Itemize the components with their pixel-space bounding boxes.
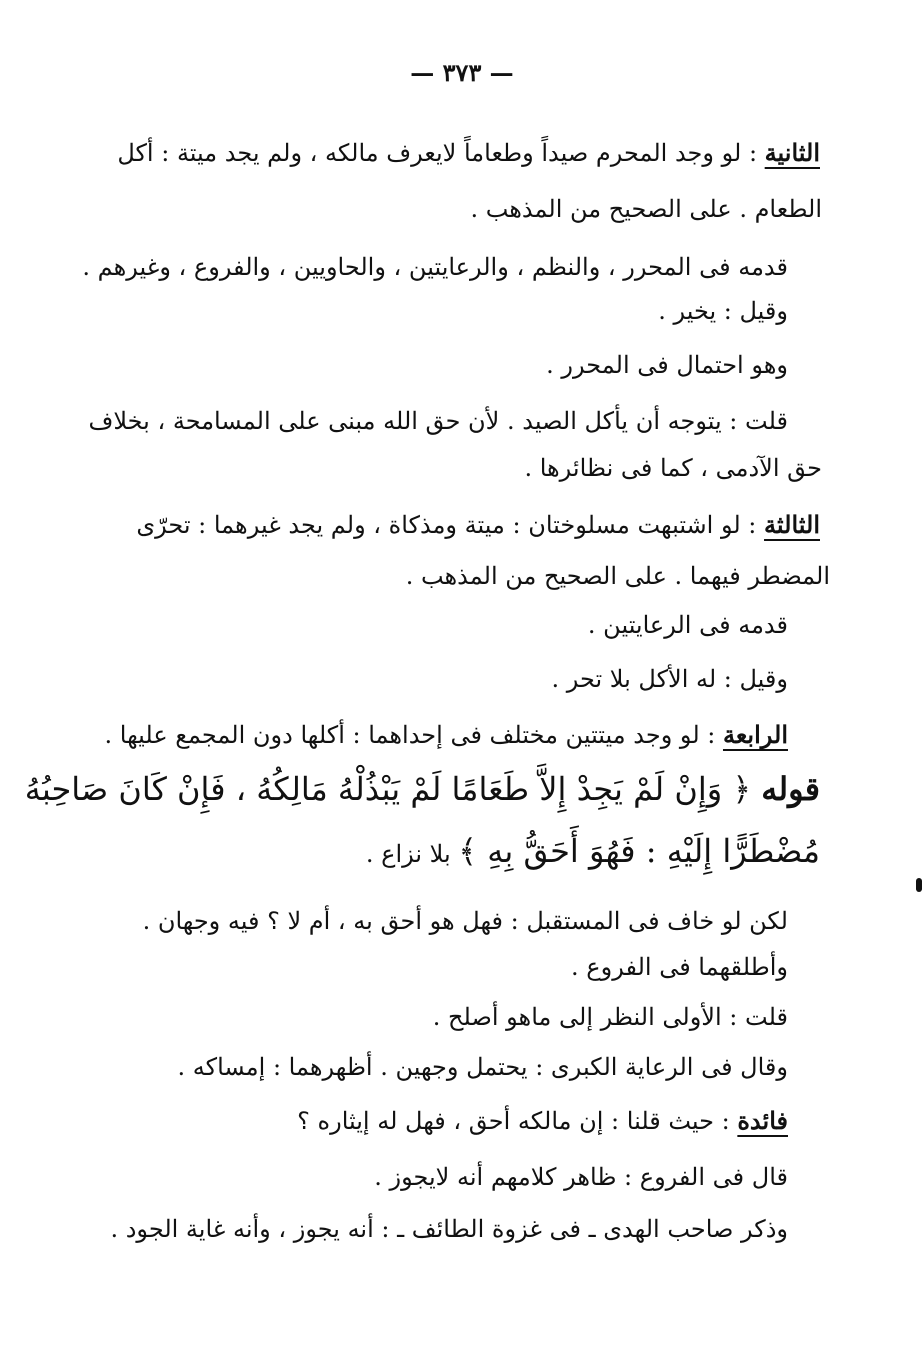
text-line: قال فى الفروع : ظاهر كلامهم أنه لايجوز . bbox=[374, 1163, 788, 1191]
section-label: الرابعة bbox=[722, 720, 788, 749]
text-line: المضطر فيهما . على الصحيح من المذهب . bbox=[405, 562, 830, 590]
line-text: : لو وجد ميتتين مختلف فى إحداهما : أكلها دون المجمع عليها . bbox=[104, 721, 723, 749]
quran-text: ﴿ وَإِنْ لَمْ يَجِدْ إِلاَّ طَعَامًا لَمْ يَبْذُلْهُ مَالِكُهُ ، فَإِنْ كَانَ صَاحِبُهُ bbox=[24, 770, 762, 808]
text-line bbox=[105, 722, 788, 748]
quran-quote-line bbox=[366, 834, 820, 869]
line-text: : لو وجد المحرم صيداً وطعاماً لايعرف مالكه ، ولم يجد ميتة : أكل bbox=[117, 139, 765, 167]
text-line: وقال فى الرعاية الكبرى : يحتمل وجهين . أظهرهما : إمساكه . bbox=[177, 1053, 788, 1081]
line-text: بلا نزاع . bbox=[365, 840, 459, 868]
text-line bbox=[117, 138, 820, 167]
quran-text: مُضْطَرًّا إِلَيْهِ : فَهُوَ أَحَقُّ بِهِ ﴾ bbox=[458, 832, 820, 870]
text-line: وقيل : يخير . bbox=[658, 297, 788, 325]
line-text: : حيث قلنا : إن مالكه أحق ، فهل له إيثاره ؟ bbox=[297, 1107, 738, 1135]
text-line: قلت : الأولى النظر إلى ماهو أصلح . bbox=[432, 1003, 788, 1031]
text-line: وهو احتمال فى المحرر . bbox=[546, 351, 788, 379]
section-label: فائدة bbox=[737, 1106, 788, 1135]
text-line: قدمه فى المحرر ، والنظم ، والرعايتين ، والحاويين ، والفروع ، وغيرهم . bbox=[82, 253, 788, 281]
text-line: وذكر صاحب الهدى ـ فى غزوة الطائف ـ : أنه يجوز ، وأنه غاية الجود . bbox=[110, 1215, 788, 1243]
margin-ink-mark bbox=[916, 878, 922, 892]
page-number: — ٣٧٣ — bbox=[410, 58, 514, 87]
quote-lead-word: قوله bbox=[761, 770, 820, 808]
text-line: وقيل : له الأكل بلا تحر . bbox=[551, 665, 788, 693]
line-text: : لو اشتبهت مسلوختان : ميتة ومذكاة ، ولم يجد غيرهما : تحرّى bbox=[136, 511, 765, 539]
text-line: قدمه فى الرعايتين . bbox=[587, 611, 788, 639]
text-line bbox=[136, 510, 820, 539]
section-label: الثالثة bbox=[764, 510, 820, 539]
text-line: قلت : يتوجه أن يأكل الصيد . لأن حق الله مبنى على المسامحة ، بخلاف bbox=[88, 407, 788, 435]
text-line: الطعام . على الصحيح من المذهب . bbox=[470, 195, 822, 223]
text-line: حق الآدمى ، كما فى نظائرها . bbox=[524, 454, 822, 482]
text-line: وأطلقهما فى الفروع . bbox=[571, 953, 788, 981]
text-line bbox=[297, 1108, 788, 1134]
quran-quote-line bbox=[24, 770, 820, 808]
section-label: الثانية bbox=[764, 138, 820, 167]
text-line: لكن لو خاف فى المستقبل : فهل هو أحق به ، أم لا ؟ فيه وجهان . bbox=[142, 907, 788, 935]
